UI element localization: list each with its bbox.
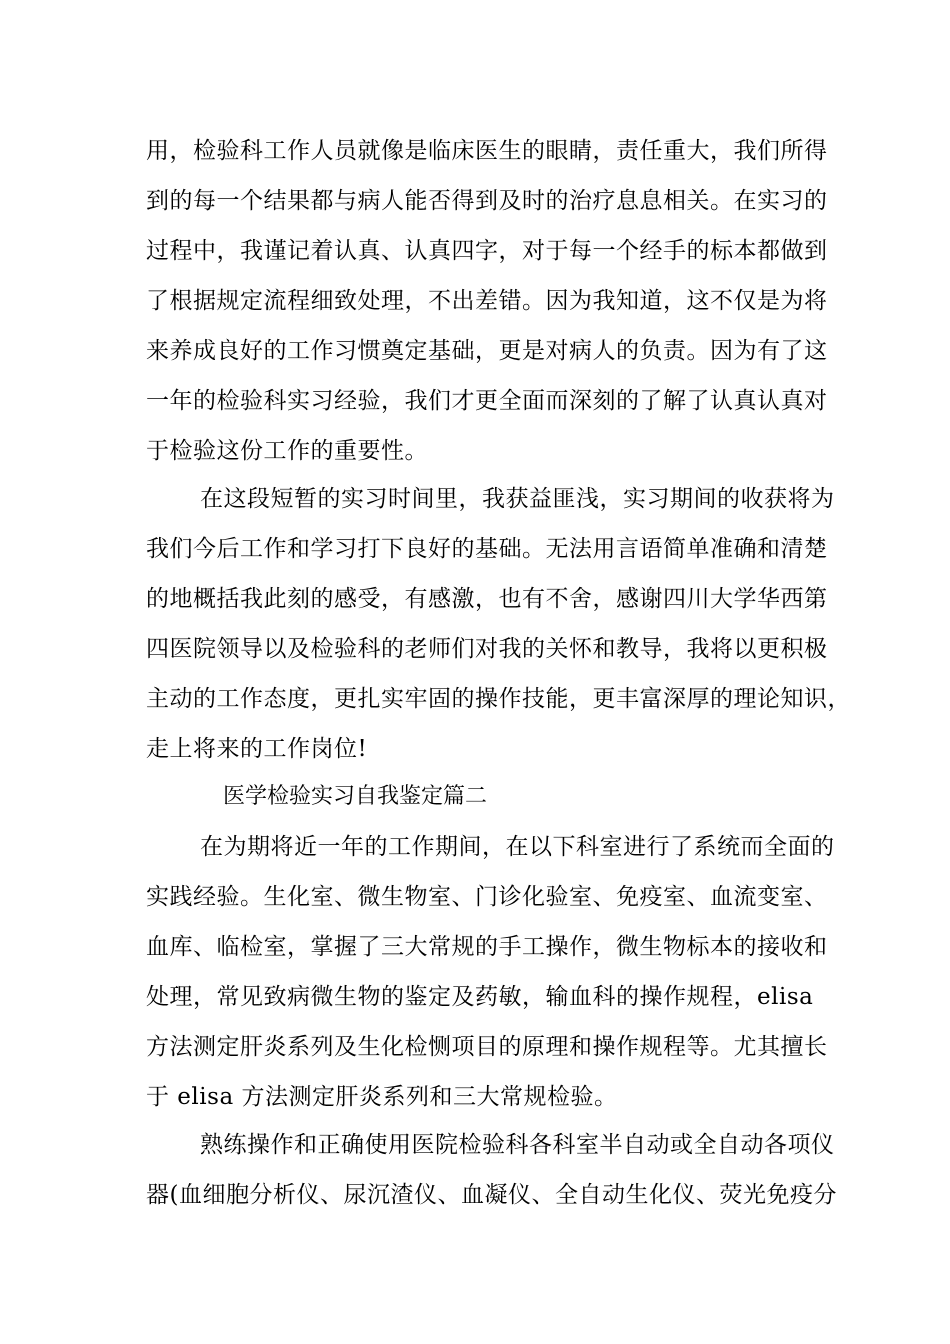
paragraph-line: 实践经验。生化室、微生物室、门诊化验室、免疫室、血流变室、 [146,884,828,910]
paragraph-line: 在为期将近一年的工作期间，在以下科室进行了系统而全面的 [200,834,835,860]
paragraph-line: 于 elisa 方法测定肝炎系列和三大常规检验。 [146,1084,618,1110]
paragraph-line: 四医院领导以及检验科的老师们对我的关怀和教导，我将以更积极 [146,636,828,662]
paragraph-line: 熟练操作和正确使用医院检验科各科室半自动或全自动各项仪 [200,1132,835,1158]
paragraph-line: 于检验这份工作的重要性。 [146,438,428,464]
paragraph-line: 来养成良好的工作习惯奠定基础，更是对病人的负责。因为有了这 [146,338,828,364]
paragraph-line: 器(血细胞分析仪、尿沉渣仪、血凝仪、全自动生化仪、荧光免疫分 [146,1182,837,1208]
paragraph-line: 方法测定肝炎系列及生化检恻项目的原理和操作规程等。尤其擅长 [146,1034,828,1060]
paragraph-line: 过程中，我谨记着认真、认真四字，对于每一个经手的标本都做到 [146,238,828,264]
paragraph-line: 主动的工作态度，更扎实牢固的操作技能，更丰富深厚的理论知识， [146,686,851,712]
paragraph-line: 一年的检验科实习经验，我们才更全面而深刻的了解了认真认真对 [146,388,828,414]
paragraph-line: 处理，常见致病微生物的鉴定及药敏，输血科的操作规程，elisa [146,984,814,1010]
paragraph-line: 到的每一个结果都与病人能否得到及时的治疗息息相关。在实习的 [146,188,828,214]
paragraph-line: 了根据规定流程细致处理，不出差错。因为我知道，这不仅是为将 [146,288,828,314]
paragraph-line: 的地概括我此刻的感受，有感激，也有不舍，感谢四川大学华西第 [146,586,828,612]
paragraph-line: 走上将来的工作岗位! [146,736,368,762]
paragraph-line: 在这段短暂的实习时间里，我获益匪浅，实习期间的收获将为 [200,486,835,512]
paragraph-line: 血库、临检室，掌握了三大常规的手工操作，微生物标本的接收和 [146,934,828,960]
paragraph-line: 我们今后工作和学习打下良好的基础。无法用言语简单准确和清楚 [146,536,828,562]
section-heading: 医学检验实习自我鉴定篇二 [223,784,488,809]
paragraph-line: 用，检验科工作人员就像是临床医生的眼睛，责任重大，我们所得 [146,138,828,164]
